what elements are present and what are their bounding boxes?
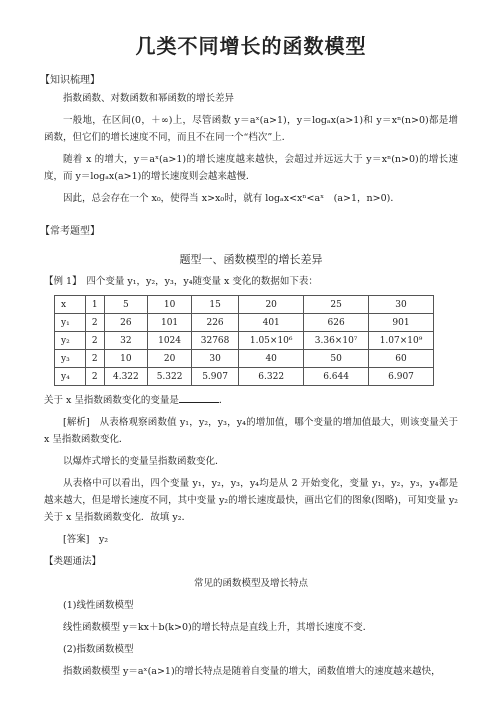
table-cell: 4.322 <box>104 368 148 386</box>
table-cell: 25 <box>304 296 369 314</box>
question-text: 关于 x 呈指数函数变化的变量是 <box>44 395 179 406</box>
table-row <box>55 296 434 314</box>
answer-blank <box>179 393 219 403</box>
question-line <box>44 392 458 409</box>
table-cell: 1 <box>86 296 105 314</box>
table-cell: x <box>55 296 86 314</box>
knowledge-intro: 指数函数、对数函数和幂函数的增长差异 <box>63 93 235 104</box>
table-cell: 20 <box>239 296 304 314</box>
table-cell: 1.05×10⁶ <box>239 332 304 350</box>
summary-s1-desc: 线性函数模型 y＝kx＋b(k>0)的增长特点是直线上升，其增长速度不变． <box>63 622 373 633</box>
table-cell: 30 <box>191 350 238 368</box>
table-cell: 1.07×10⁹ <box>369 332 434 350</box>
question-end: ． <box>218 395 229 406</box>
table-cell: y₁ <box>55 314 86 332</box>
table-cell: 15 <box>191 296 238 314</box>
table-cell: 32768 <box>191 332 238 350</box>
page-title: 几类不同增长的函数模型 <box>135 34 367 58</box>
table-cell: 10 <box>104 350 148 368</box>
table-cell: 101 <box>148 314 192 332</box>
table-cell: 5.907 <box>191 368 238 386</box>
table-cell: 10 <box>148 296 192 314</box>
table-cell: y₂ <box>55 332 86 350</box>
table-cell: 2 <box>86 332 105 350</box>
table-row <box>55 314 434 332</box>
table-row <box>55 350 434 368</box>
example-text: 【例 1】 四个变量 y₁，y₂，y₃，y₄随变量 x 变化的数据如下表： <box>44 276 318 287</box>
table-cell: 401 <box>239 314 304 332</box>
summary-header: 【类题通法】 <box>44 556 102 567</box>
table-cell: 20 <box>148 350 192 368</box>
table-cell: 5.322 <box>148 368 192 386</box>
table-row <box>55 368 434 386</box>
table-cell: 50 <box>304 350 369 368</box>
knowledge-p3: 因此，总会存在一个 x₀，使得当 x>x₀时，就有 logₐx<xⁿ<aˣ (a>1，n>0)． <box>63 193 400 204</box>
table-cell: 6.907 <box>369 368 434 386</box>
table-cell: 40 <box>239 350 304 368</box>
table-cell: 2 <box>86 350 105 368</box>
table-cell: 3.36×10⁷ <box>304 332 369 350</box>
summary-s2: (2)指数函数模型 <box>63 644 134 655</box>
analysis-2: 以爆炸式增长的变量呈指数函数变化． <box>63 456 225 467</box>
table-cell: 901 <box>369 314 434 332</box>
summary-s1: (1)线性函数模型 <box>63 600 134 611</box>
common-header: 【常考题型】 <box>40 226 100 237</box>
table-cell: 626 <box>304 314 369 332</box>
table-cell: 226 <box>191 314 238 332</box>
table-cell: 2 <box>86 368 105 386</box>
table-cell: 60 <box>369 350 434 368</box>
summary-s2-desc: 指数函数模型 y＝aˣ(a>1)的增长特点是随着自变量的增大，函数值增大的速度越来越快， <box>63 666 441 677</box>
table-cell: 30 <box>369 296 434 314</box>
analysis-3: 从表格中可以看出，四个变量 y₁，y₂，y₃，y₄均是从 2 开始变化，变量 y₁，y₂，y₃，y₄都是越来越大，但是增长速度不同，其中变量 y₂的增长速度最快，画出它们的图象(图略)，可知变量 y₂关于 x 呈指数函数变化．故填 y₂． <box>44 478 458 523</box>
summary-title: 常见的函数模型及增长特点 <box>193 578 308 589</box>
knowledge-p2: 随着 x 的增大，y＝aˣ(a>1)的增长速度越来越快，会超过并远远大于 y＝xⁿ(n>0)的增长速度，而 y＝logₐx(a>1)的增长速度则会越来越慢． <box>44 154 458 182</box>
topic-heading: 题型一、函数模型的增长差异 <box>179 253 323 266</box>
table-cell: 5 <box>104 296 148 314</box>
answer-text: [答案] y₂ <box>63 534 109 545</box>
table-cell: 1024 <box>148 332 192 350</box>
table-cell: 32 <box>104 332 148 350</box>
knowledge-header: 【知识梳理】 <box>40 75 100 86</box>
knowledge-p1: 一般地，在区间(0，＋∞)上，尽管函数 y＝aˣ(a>1)，y＝logₐx(a>1)和 y＝xⁿ(n>0)都是增函数，但它们的增长速度不同，而且不在同一个“档次”上． <box>44 115 458 143</box>
table-cell: 6.644 <box>304 368 369 386</box>
analysis-1: [解析] 从表格观察函数值 y₁，y₂，y₃，y₄的增加值，哪个变量的增加值最大，则该变量关于 x 呈指数函数变化． <box>44 417 458 445</box>
table-cell: 2 <box>86 314 105 332</box>
table-cell: y₃ <box>55 350 86 368</box>
table-cell: 26 <box>104 314 148 332</box>
table-cell: y₄ <box>55 368 86 386</box>
table-row <box>55 332 434 350</box>
data-table <box>54 295 434 386</box>
table-cell: 6.322 <box>239 368 304 386</box>
